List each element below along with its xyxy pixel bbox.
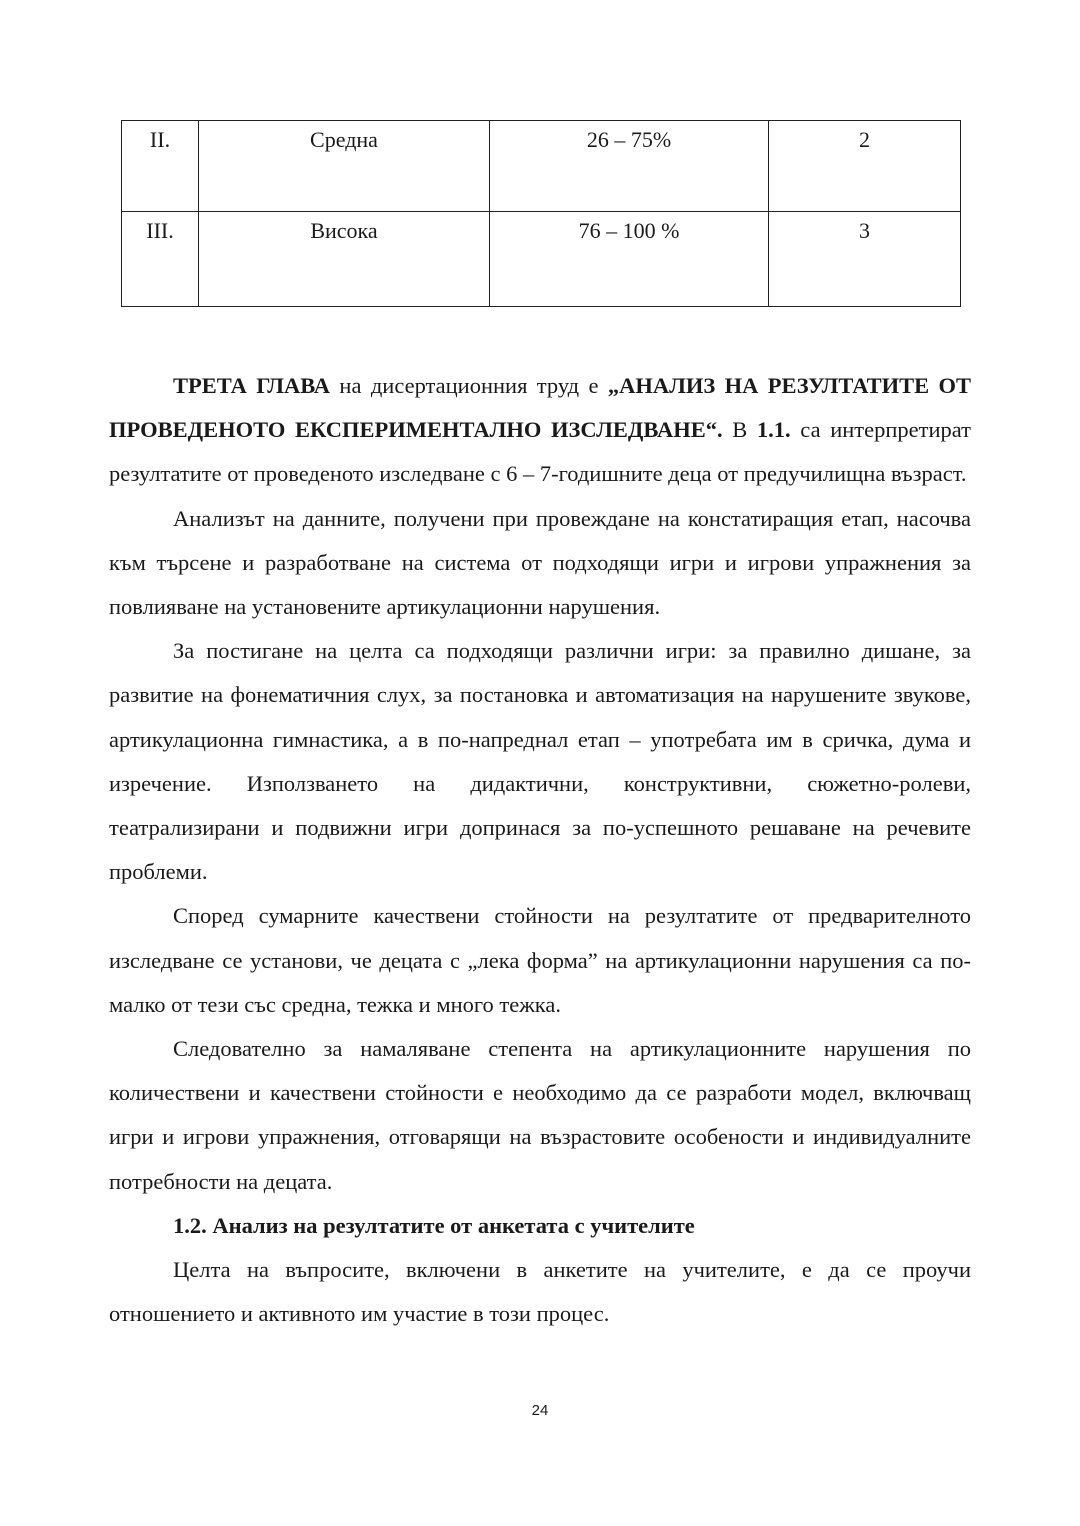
level-name: Средна [199,121,490,212]
chapter-title: ТРЕТА ГЛАВА [173,373,331,398]
levels-table [121,120,961,307]
chapter-subject: „АНАЛИЗ НА РЕЗУЛТАТИТЕ ОТ ПРОВЕДЕНОТО ЕКСПЕРИМЕНТАЛНО ИЗСЛЕДВАНЕ“. [109,373,971,443]
section-ref: 1.1. [756,417,791,443]
table-row [122,212,961,307]
row-number: III. [122,212,199,307]
row-number: II. [122,121,199,212]
chapter-intro-paragraph: ТРЕТА ГЛАВА на дисертационния труд е „АНАЛИЗ НА РЕЗУЛТАТИТЕ ОТ ПРОВЕДЕНОТО ЕКСПЕРИМЕНТАЛНО ИЗСЛЕДВАНЕ“. В 1.1. са интерпретират резултатите от проведеното изследване с 6 – 7-годишните деца от предучилищна възраст. [109,373,971,487]
level-score: 3 [769,212,961,307]
page-body [109,364,971,1336]
paragraph: Според сумарните качествени стойности на резултатите от предварителното изследване се установи, че децата с „лека форма” на артикулационни нарушения са по-малко от тези със средна, тежка и много тежка. [109,903,971,1017]
paragraph: За постигане на целта са подходящи различни игри: за правилно дишане, за развитие на фонематичния слух, за постановка и автоматизация на нарушените звукове, артикулационна гимнастика, а в по-напреднал етап – употребата им в сричка, дума и изречение. Използването на дидактични, конструктивни, сюжетно-ролеви, театрализирани и подвижни игри допринася за по-успешното решаване на речевите проблеми. [109,638,971,885]
page-number: 24 [531,1402,549,1419]
paragraph: Следователно за намаляване степента на артикулационните нарушения по количествени и качествени стойности е необходимо да се разработи модел, включващ игри и игрови упражнения, отговарящи на възрастовите особености и индивидуалните потребности на децата. [109,1036,971,1194]
section-heading: 1.2. Анализ на резултатите от анкетата с учителите [173,1212,695,1238]
level-score: 2 [769,121,961,212]
level-name: Висока [199,212,490,307]
table-row [122,121,961,212]
paragraph: Анализът на данните, получени при провеждане на констатиращия етап, насочва към търсене и разработване на система от подходящи игри и игрови упражнения за повлияване на установените артикулационни нарушения. [109,505,971,620]
percent-range: 76 – 100 % [490,212,769,307]
percent-range: 26 – 75% [490,121,769,212]
paragraph: Целта на въпросите, включени в анкетите на учителите, е да се проучи отношението и активното им участие в този процес. [109,1257,971,1327]
